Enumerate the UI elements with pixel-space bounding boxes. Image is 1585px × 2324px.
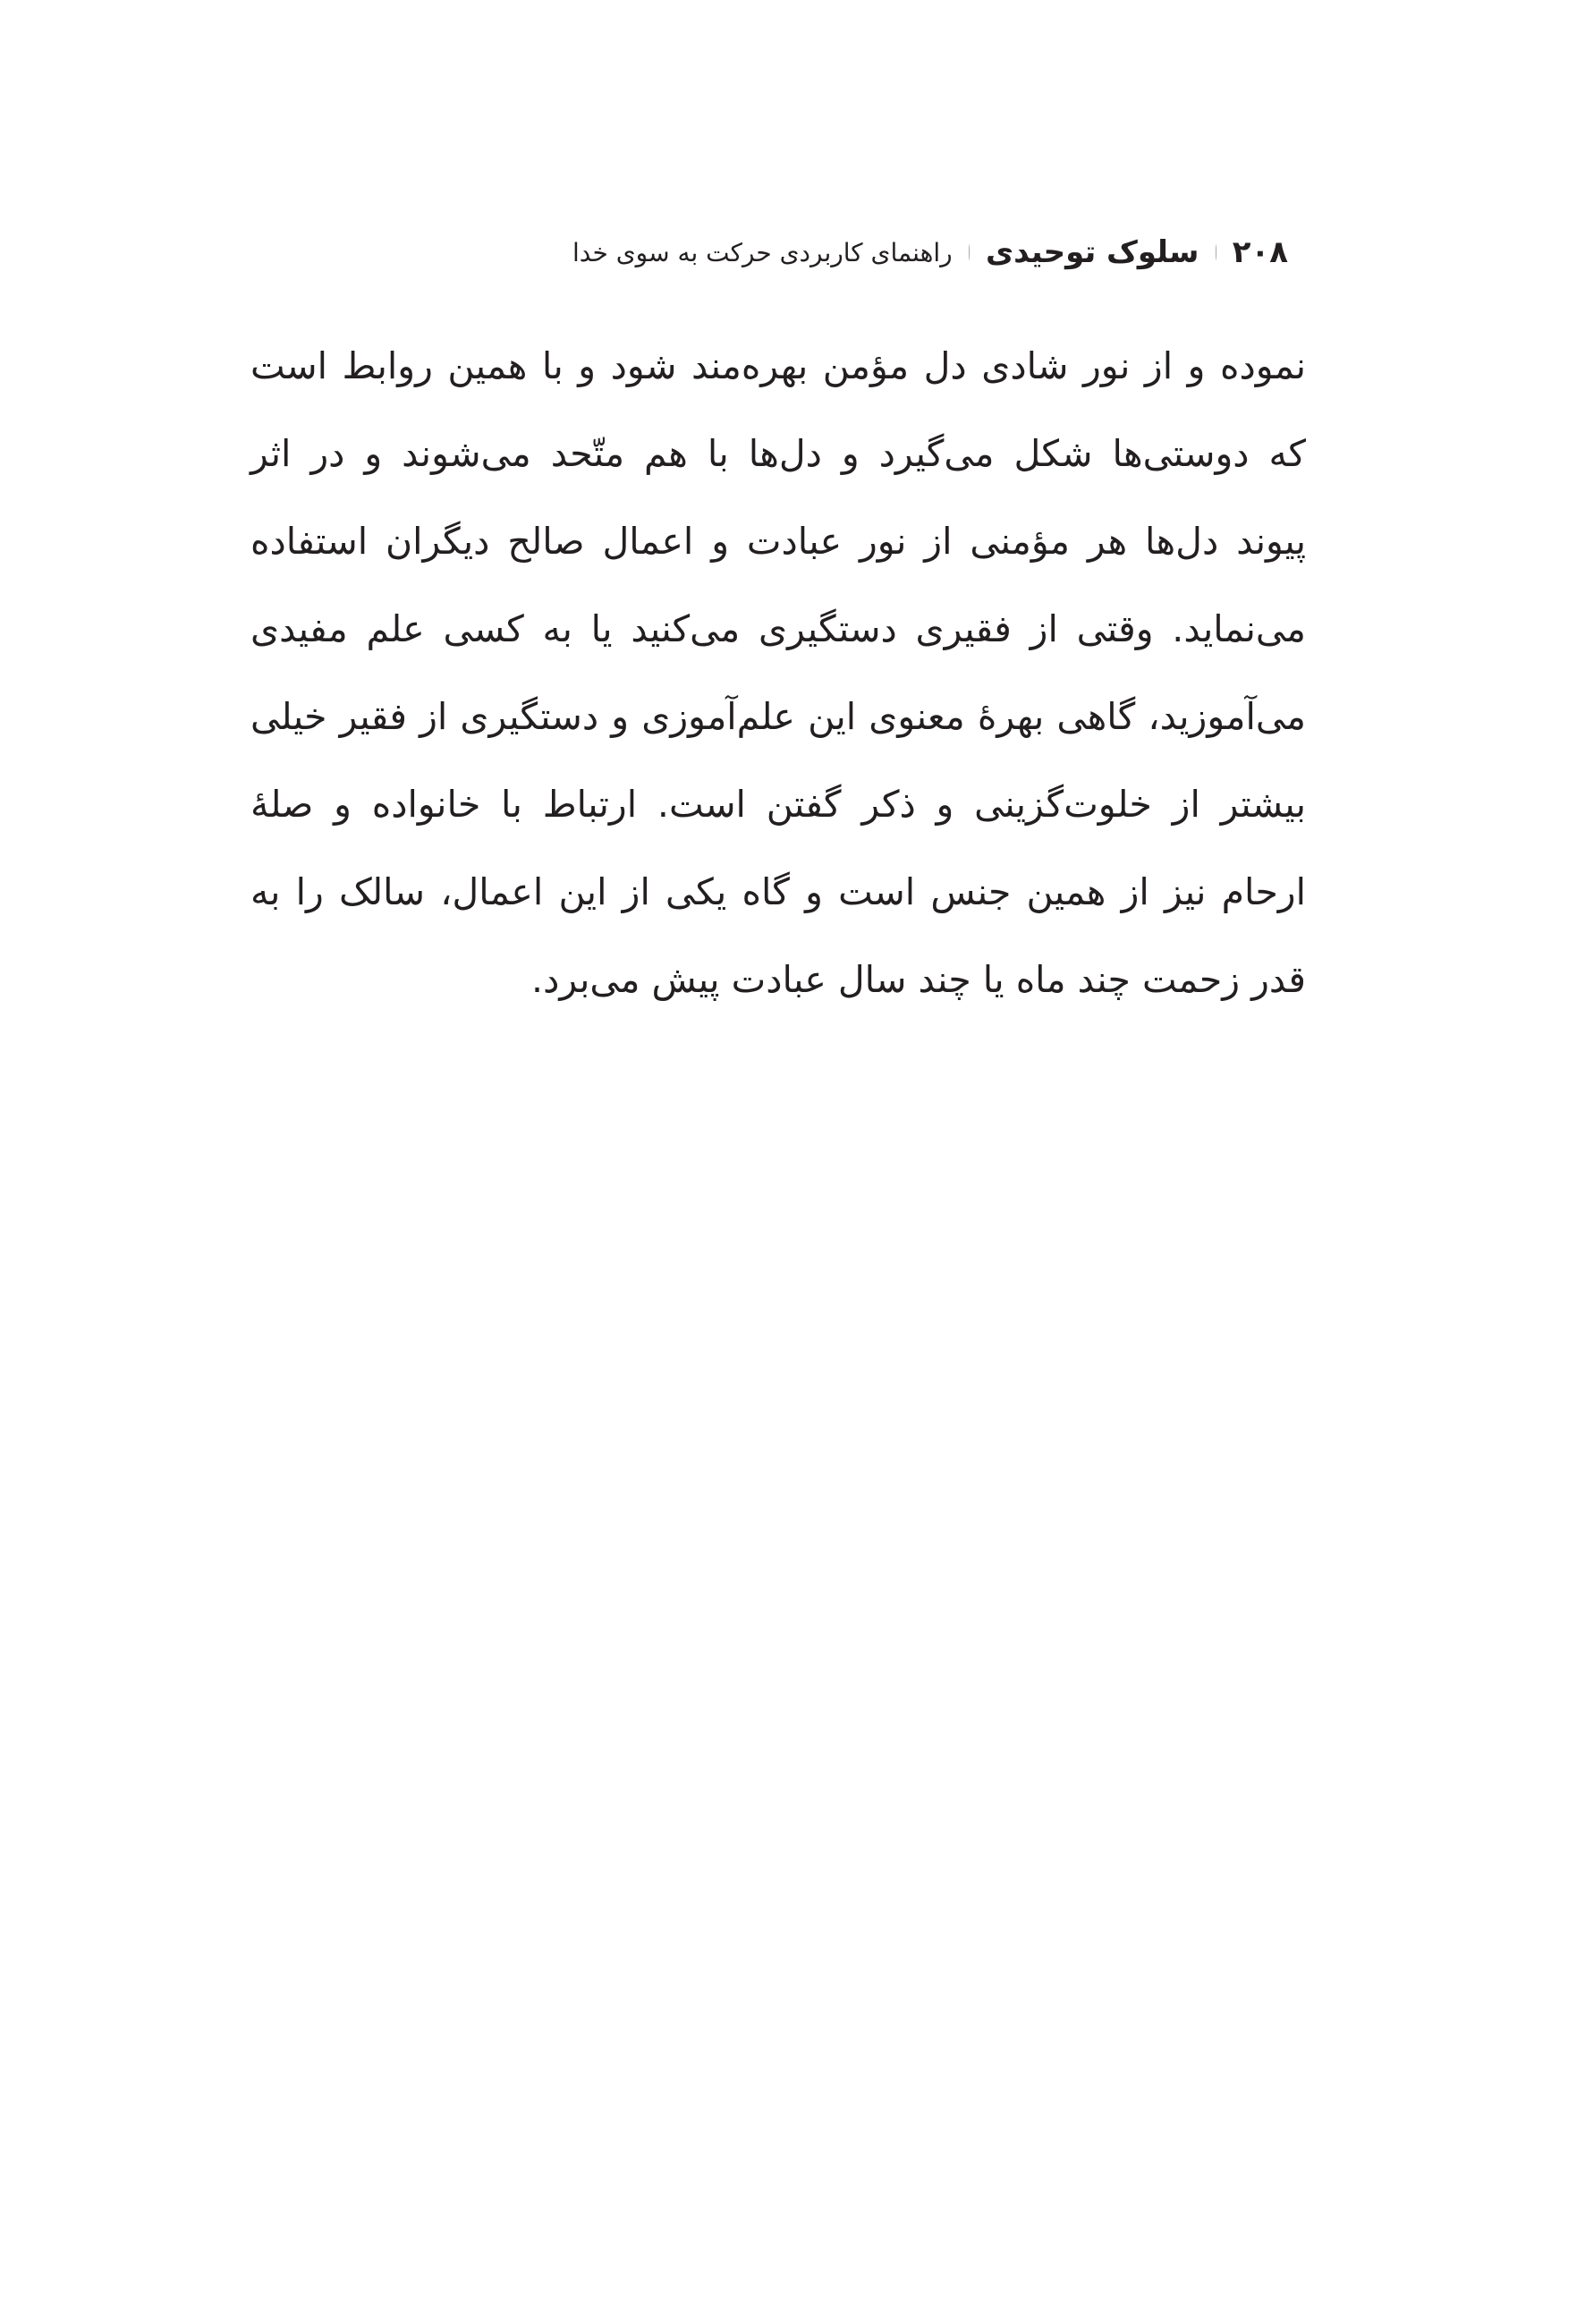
running-header — [572, 225, 1288, 279]
book-subtitle: راهنمای کاربردی حرکت به سوی خدا — [572, 237, 953, 267]
body-paragraph — [250, 322, 1306, 1023]
text-line: بیشتر از خلوت‌گزینی و ذکر گفتن است. ارتباط با خانواده و صلۀ — [250, 783, 1306, 826]
text-line: می‌نماید. وقتی از فقیری دستگیری می‌کنید یا به کسی علم مفیدی — [250, 607, 1306, 650]
text-line: می‌آموزید، گاهی بهرۀ معنوی این علم‌آموزی و دستگیری از فقیر خیلی — [250, 695, 1306, 738]
page-number: ۲۰۸ — [1232, 234, 1288, 270]
text-line: که دوستی‌ها شکل می‌گیرد و دل‌ها با هم متّحد می‌شوند و در اثر — [250, 432, 1306, 475]
book-title: سلوک توحیدی — [985, 234, 1199, 270]
text-line: پیوند دل‌ها هر مؤمنی از نور عبادت و اعمال صالح دیگران استفاده — [250, 520, 1306, 563]
text-line: ارحام نیز از همین جنس است و گاه یکی از این اعمال، سالک را به — [250, 870, 1306, 913]
text-line: قدر زحمت چند ماه یا چند سال عبادت پیش می‌برد. — [531, 958, 1306, 1001]
bullet-dot-icon — [969, 244, 970, 260]
text-line: نموده و از نور شادی دل مؤمن بهره‌مند شود و با همین روابط است — [250, 344, 1306, 387]
